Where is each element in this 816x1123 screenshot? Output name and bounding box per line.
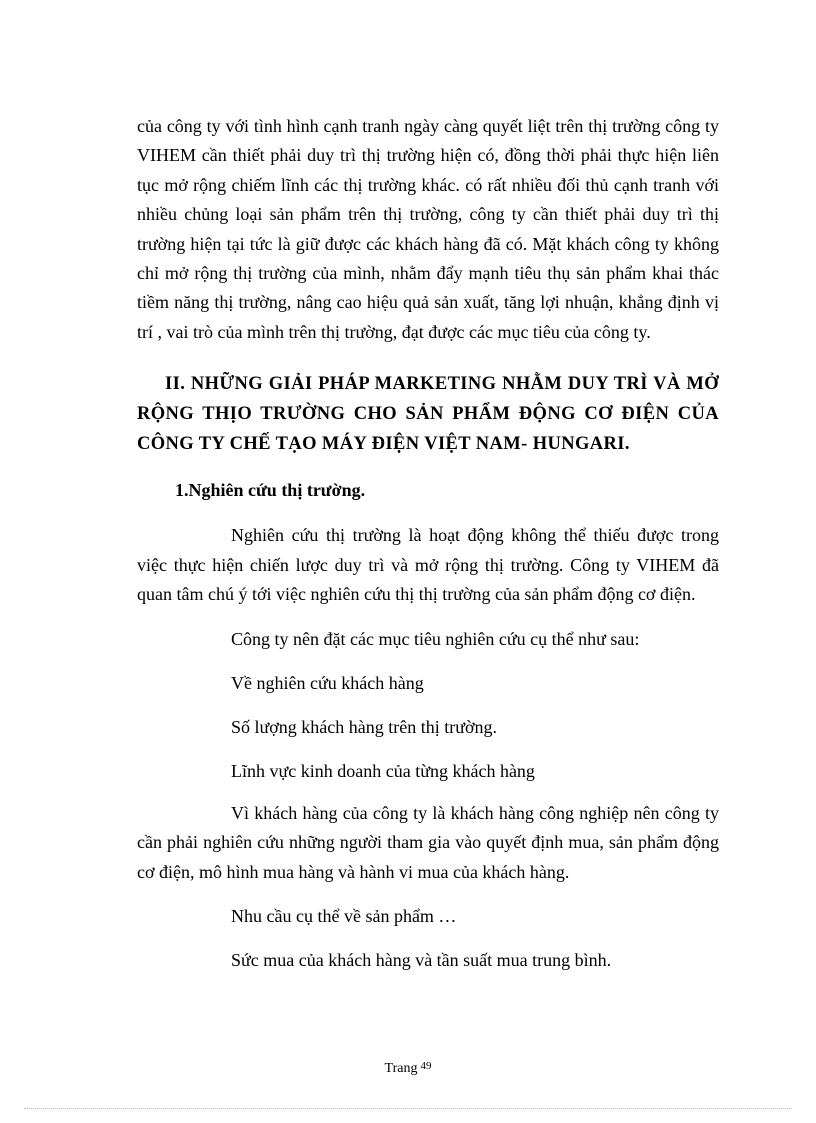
customer-research-line: Về nghiên cứu khách hàng [231, 672, 424, 693]
business-field-line: Lĩnh vực kinh doanh của từng khách hàng [231, 760, 535, 781]
page-label: Trang [384, 1061, 418, 1076]
customer-count-line: Số lượng khách hàng trên thị trường. [231, 716, 498, 737]
objectives-line: Công ty nên đặt các mục tiêu nghiên cứu cụ thể như sau: [231, 628, 640, 649]
intro-paragraph: của công ty với tình hình cạnh tranh ngày càng quyết liệt trên thị trường công ty VIHEM cần thiết phải duy trì thị trường hiện có, đồng thời phải thực hiện liên tục mở rộng chiếm lĩnh các thị trường khác. có rất nhiều đối thủ cạnh tranh với nhiều chủng loại sản phẩm trên thị trường, công ty cần thiết phải duy trì thị trường hiện tại tức là giữ được các khách hàng đã có. Mặt khách công ty không chỉ mở rộng thị trường của mình, nhằm đẩy mạnh tiêu thụ sản phẩm khai thác tiềm năng thị trường, nâng cao hiệu quả sản xuất, tăng lợi nhuận, khẳng định vị trí , vai trò của mình trên thị trường, đạt được các mục tiêu của công ty. [137, 116, 719, 342]
page-body [137, 112, 719, 975]
industrial-customer-paragraph: Vì khách hàng của công ty là khách hàng công nghiệp nên công ty cần phải nghiên cứu những người tham gia vào quyết định mua, sản phẩm động cơ điện, mô hình mua hàng và hành vi mua của khách hàng. [137, 802, 719, 882]
needs-line: Nhu cầu cụ thể về sản phẩm … [231, 906, 457, 927]
page-footer [0, 1060, 816, 1077]
section-heading: II. NHỮNG GIẢI PHÁP MARKETING NHẰM DUY TRÌ VÀ MỞ RỘNG THỊO TRƯỜNG CHO SẢN PHẨM ĐỘNG CƠ ĐIỆN CỦA CÔNG TY CHẾ TẠO MÁY ĐIỆN VIỆT NAM- HUNGARI. [137, 374, 719, 455]
page-number: 49 [420, 1060, 432, 1072]
research-paragraph: Nghiên cứu thị trường là hoạt động không thể thiếu được trong việc thực hiện chiến lược duy trì và mở rộng thị trường. Công ty VIHEM đã quan tâm chú ý tới việc nghiên cứu thị thị trường của sản phẩm động cơ điện. [137, 525, 719, 605]
subsection-heading: 1.Nghiên cứu thị trường. [175, 480, 366, 501]
purchasing-power-line: Sức mua của khách hàng và tần suất mua trung bình. [231, 950, 612, 971]
page-bottom-divider [24, 1108, 792, 1109]
